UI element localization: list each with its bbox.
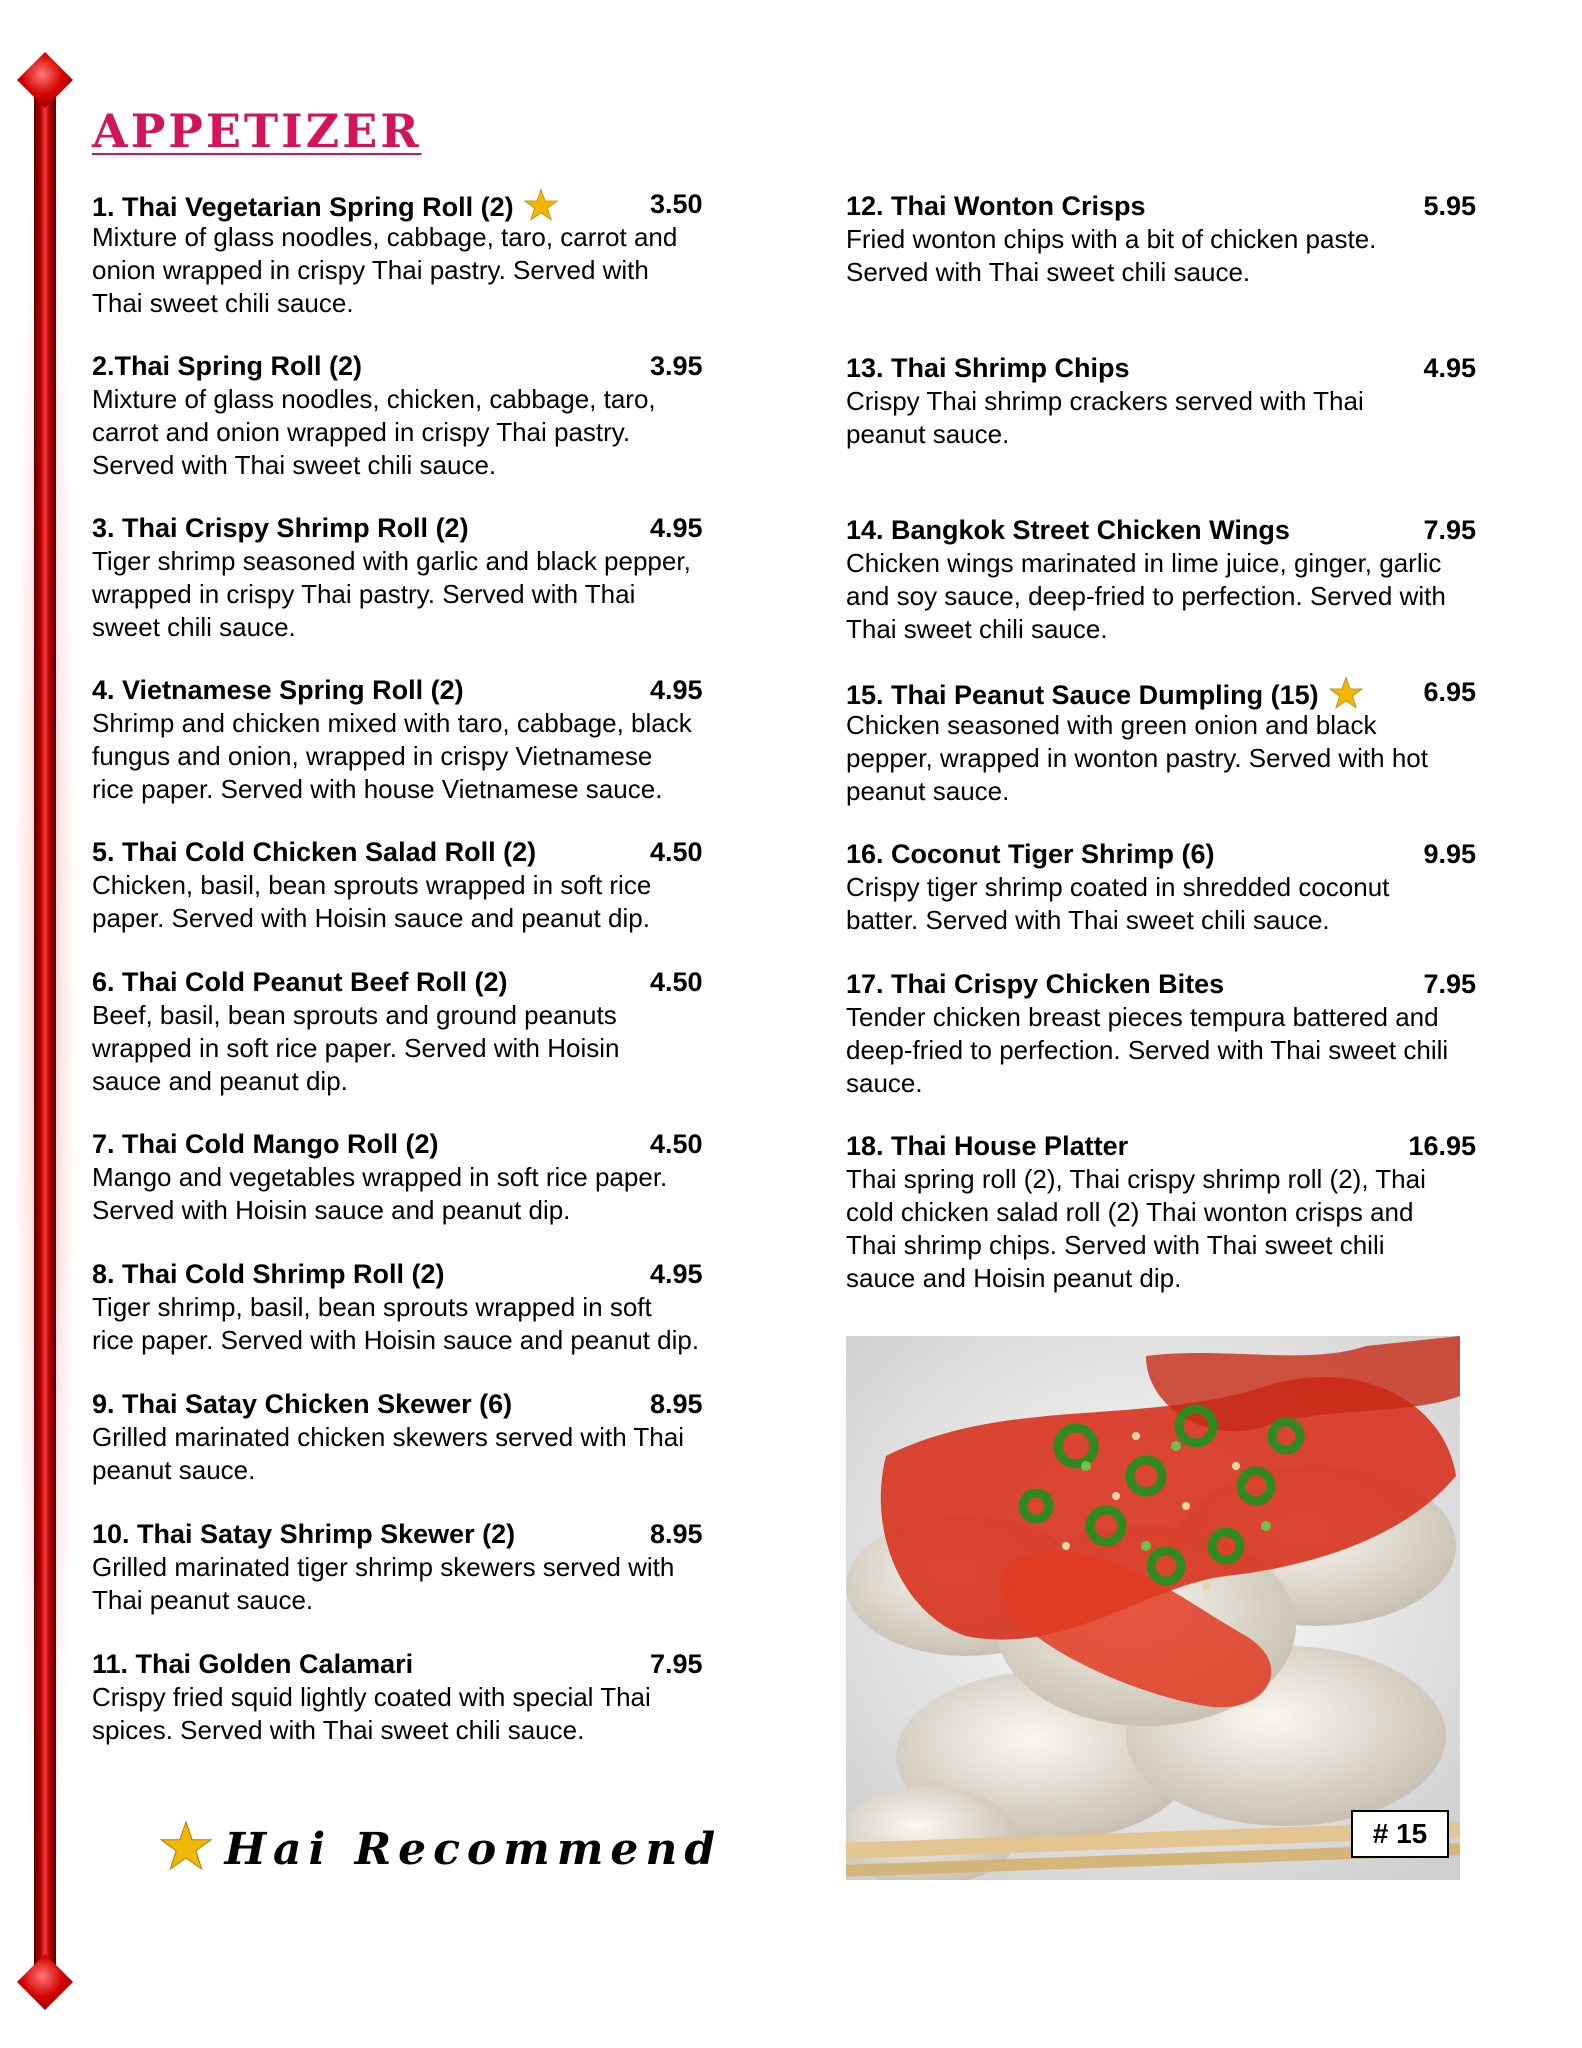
menu-item-name: 14. Bangkok Street Chicken Wings	[846, 515, 1290, 545]
menu-item-header	[846, 1130, 1516, 1163]
menu-item-name: 5. Thai Cold Chicken Salad Roll (2)	[92, 837, 537, 867]
menu-item-description-line: Thai spring roll (2), Thai crispy shrimp roll (2), Thai	[846, 1164, 1426, 1194]
menu-item	[92, 188, 782, 320]
menu-item-description-line: sauce and Hoisin peanut dip.	[846, 1263, 1182, 1293]
menu-item-description-line: fungus and onion, wrapped in crispy Vietnamese	[92, 741, 653, 771]
menu-item-description-line: rice paper. Served with Hoisin sauce and peanut dip.	[92, 1325, 700, 1355]
menu-item	[92, 512, 782, 644]
menu-item	[846, 352, 1516, 451]
menu-item-description-line: Chicken seasoned with green onion and black	[846, 710, 1377, 740]
menu-item	[846, 1130, 1516, 1295]
menu-item-price: 3.50	[650, 189, 703, 219]
menu-item-price: 8.95	[650, 1389, 703, 1419]
menu-item-header	[92, 512, 782, 545]
menu-item-description-line: Tiger shrimp, basil, bean sprouts wrapped in soft	[92, 1292, 652, 1322]
menu-item	[92, 350, 782, 482]
dumpling-photo	[846, 1336, 1460, 1880]
menu-item	[92, 674, 782, 806]
menu-item-description-line: cold chicken salad roll (2) Thai wonton crisps and	[846, 1197, 1414, 1227]
menu-item-description-line: Tender chicken breast pieces tempura battered and	[846, 1002, 1439, 1032]
menu-item-price: 4.95	[650, 675, 703, 705]
menu-item-description-line: pepper, wrapped in wonton pastry. Served with hot	[846, 743, 1428, 773]
menu-item-description-line: wrapped in crispy Thai pastry. Served with Thai	[92, 579, 636, 609]
menu-item-name: 1. Thai Vegetarian Spring Roll (2)	[92, 192, 514, 222]
menu-item-description-line: and soy sauce, deep-fried to perfection. Served with	[846, 581, 1446, 611]
menu-item-description-line: onion wrapped in crispy Thai pastry. Served with	[92, 255, 649, 285]
section-title: APPETIZER	[92, 104, 422, 158]
menu-item-name: 9. Thai Satay Chicken Skewer (6)	[92, 1389, 513, 1419]
menu-item-header	[846, 676, 1516, 709]
menu-item-header	[92, 1128, 782, 1161]
menu-item-description-line: peanut sauce.	[846, 776, 1010, 806]
menu-item-header	[92, 1518, 782, 1551]
menu-item-name: 6. Thai Cold Peanut Beef Roll (2)	[92, 967, 508, 997]
menu-item-description-line: Mixture of glass noodles, chicken, cabbage, taro,	[92, 384, 656, 414]
menu-item-description-line: peanut sauce.	[92, 1455, 256, 1485]
star-icon	[1329, 676, 1363, 710]
star-icon	[524, 188, 558, 222]
menu-item-description-line: deep-fried to perfection. Served with Thai sweet chili	[846, 1035, 1449, 1065]
menu-item-header	[846, 968, 1516, 1001]
menu-item-header	[846, 190, 1516, 223]
menu-item	[92, 836, 782, 935]
menu-item-description-line: Shrimp and chicken mixed with taro, cabbage, black	[92, 708, 692, 738]
menu-item-description-line: Served with Thai sweet chili sauce.	[92, 450, 497, 480]
menu-item-header	[92, 966, 782, 999]
menu-item-description-line: Grilled marinated tiger shrimp skewers served with	[92, 1552, 675, 1582]
menu-item	[92, 1388, 782, 1487]
menu-item-price: 4.95	[1423, 353, 1476, 383]
menu-item-name: 8. Thai Cold Shrimp Roll (2)	[92, 1259, 445, 1289]
menu-item-description-line: carrot and onion wrapped in crispy Thai pastry.	[92, 417, 631, 447]
menu-item-description-line: sweet chili sauce.	[92, 612, 296, 642]
menu-item-price: 9.95	[1423, 839, 1476, 869]
menu-item-description-line: Fried wonton chips with a bit of chicken paste.	[846, 224, 1377, 254]
menu-item-name: 3. Thai Crispy Shrimp Roll (2)	[92, 513, 469, 543]
menu-item-header	[846, 352, 1516, 385]
menu-item-price: 4.50	[650, 837, 703, 867]
recommend-legend	[160, 1820, 722, 1880]
menu-item-header	[92, 674, 782, 707]
menu-item-description-line: Thai sweet chili sauce.	[846, 614, 1108, 644]
menu-item-price: 7.95	[650, 1649, 703, 1679]
menu-item-description-line: Mixture of glass noodles, cabbage, taro, carrot and	[92, 222, 678, 252]
photo-label: # 15	[1351, 1810, 1449, 1858]
menu-item	[846, 838, 1516, 937]
menu-item-price: 5.95	[1423, 191, 1476, 221]
menu-item-name-wrap	[92, 188, 558, 224]
menu-item	[92, 1648, 782, 1747]
menu-item-header	[92, 350, 782, 383]
menu-item	[846, 968, 1516, 1100]
menu-item-price: 7.95	[1423, 515, 1476, 545]
menu-item-description-line: peanut sauce.	[846, 419, 1010, 449]
menu-item-price: 4.95	[650, 513, 703, 543]
menu-item	[846, 514, 1516, 646]
menu-item-name: 7. Thai Cold Mango Roll (2)	[92, 1129, 439, 1159]
menu-item-price: 7.95	[1423, 969, 1476, 999]
menu-item-description-line: Thai peanut sauce.	[92, 1585, 314, 1615]
menu-item-description-line: Served with Thai sweet chili sauce.	[846, 257, 1251, 287]
menu-item-name: 17. Thai Crispy Chicken Bites	[846, 969, 1225, 999]
menu-item-description-line: Thai sweet chili sauce.	[92, 288, 354, 318]
menu-item-name: 13. Thai Shrimp Chips	[846, 353, 1130, 383]
menu-item-description-line: Chicken wings marinated in lime juice, ginger, garlic	[846, 548, 1442, 578]
menu-item-price: 4.50	[650, 1129, 703, 1159]
menu-item-name: 10. Thai Satay Shrimp Skewer (2)	[92, 1519, 516, 1549]
menu-item-name: 15. Thai Peanut Sauce Dumpling (15)	[846, 680, 1319, 710]
menu-item-price: 4.95	[650, 1259, 703, 1289]
menu-item-description-line: rice paper. Served with house Vietnamese sauce.	[92, 774, 663, 804]
menu-item-description-line: Beef, basil, bean sprouts and ground peanuts	[92, 1000, 617, 1030]
star-icon	[160, 1820, 212, 1872]
menu-item-name: 12. Thai Wonton Crisps	[846, 191, 1146, 221]
menu-item-price: 3.95	[650, 351, 703, 381]
legend-text: Hai Recommend	[224, 1824, 723, 1875]
menu-item-description-line: Tiger shrimp seasoned with garlic and black pepper,	[92, 546, 691, 576]
menu-item	[92, 1258, 782, 1357]
menu-item-name-wrap	[846, 676, 1363, 712]
menu-item	[92, 1518, 782, 1617]
menu-item-header	[846, 838, 1516, 871]
menu-item-description-line: Chicken, basil, bean sprouts wrapped in soft rice	[92, 870, 652, 900]
menu-item-header	[92, 188, 782, 221]
menu-item-price: 4.50	[650, 967, 703, 997]
menu-item-description-line: Mango and vegetables wrapped in soft rice paper.	[92, 1162, 668, 1192]
menu-item-name: 16. Coconut Tiger Shrimp (6)	[846, 839, 1215, 869]
menu-item	[92, 1128, 782, 1227]
menu-item-description-line: sauce and peanut dip.	[92, 1066, 348, 1096]
menu-item-header	[92, 1258, 782, 1291]
menu-item-header	[846, 514, 1516, 547]
menu-item-description-line: paper. Served with Hoisin sauce and peanut dip.	[92, 903, 650, 933]
menu-item-description-line: Crispy tiger shrimp coated in shredded coconut	[846, 872, 1390, 902]
menu-item	[846, 190, 1516, 289]
menu-item-name: 11. Thai Golden Calamari	[92, 1649, 414, 1679]
menu-item-description-line: batter. Served with Thai sweet chili sauce.	[846, 905, 1330, 935]
menu-item-description-line: wrapped in soft rice paper. Served with Hoisin	[92, 1033, 620, 1063]
menu-item-description-line: Thai shrimp chips. Served with Thai sweet chili	[846, 1230, 1385, 1260]
menu-item-description-line: Crispy Thai shrimp crackers served with Thai	[846, 386, 1364, 416]
menu-item-header	[92, 1388, 782, 1421]
menu-item-price: 6.95	[1423, 677, 1476, 707]
menu-item-name: 2.Thai Spring Roll (2)	[92, 351, 363, 381]
menu-item-description-line: Grilled marinated chicken skewers served with Thai	[92, 1422, 684, 1452]
menu-item-price: 8.95	[650, 1519, 703, 1549]
menu-item-name: 18. Thai House Platter	[846, 1131, 1129, 1161]
menu-item-price: 16.95	[1408, 1131, 1476, 1161]
menu-item-description-line: sauce.	[846, 1068, 923, 1098]
menu-item-name: 4. Vietnamese Spring Roll (2)	[92, 675, 464, 705]
menu-item-description-line: spices. Served with Thai sweet chili sauce.	[92, 1715, 585, 1745]
menu-item-header	[92, 1648, 782, 1681]
menu-item-description-line: Served with Hoisin sauce and peanut dip.	[92, 1195, 571, 1225]
decorative-red-rod	[34, 62, 56, 1982]
menu-item	[92, 966, 782, 1098]
menu-item	[846, 676, 1516, 808]
menu-item-description-line: Crispy fried squid lightly coated with special Thai	[92, 1682, 651, 1712]
menu-item-header	[92, 836, 782, 869]
